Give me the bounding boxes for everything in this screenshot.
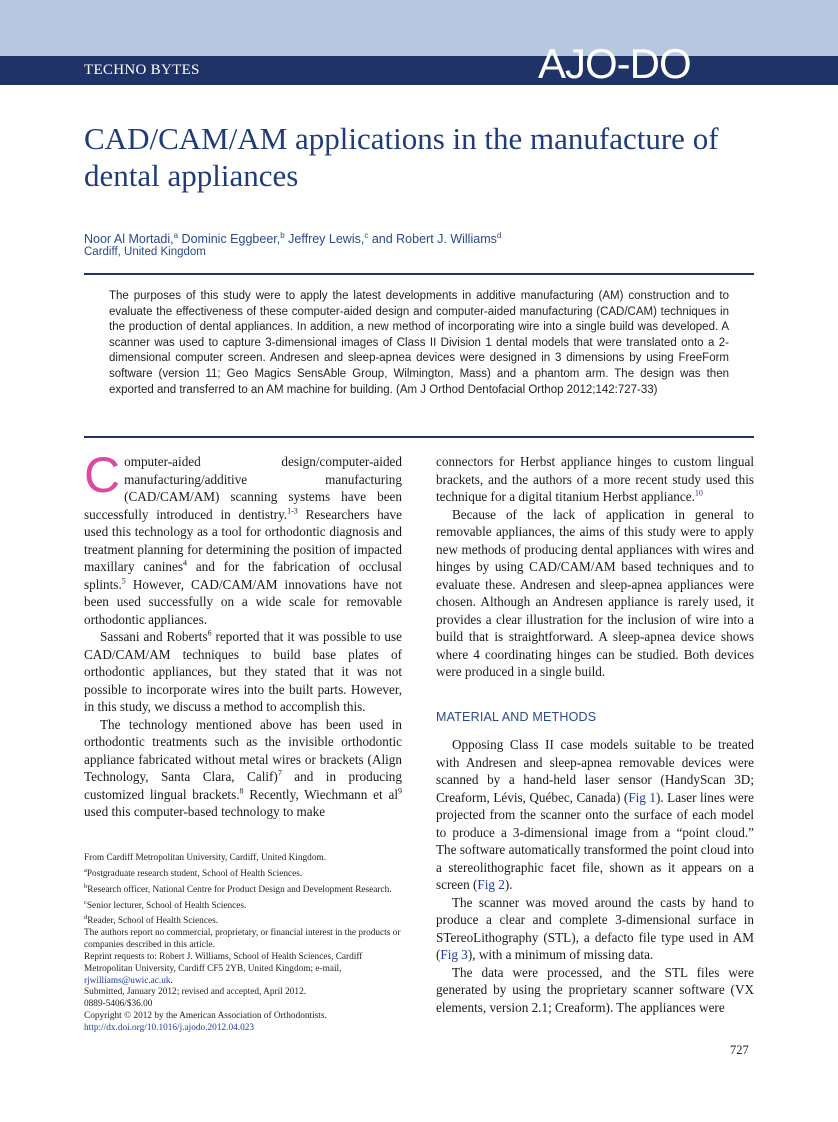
page-number: 727	[730, 1043, 749, 1057]
citation[interactable]: 10	[694, 488, 703, 498]
citation: 1-3	[287, 506, 298, 516]
author-affil-mark: d	[496, 231, 502, 240]
body-paragraph: The technology mentioned above has been used in orthodontic treatments such as the invisible orthodontic appliance fabricated without metal wires or brackets (Align Technology, Santa Clara, Calif)$^7$ and in producing customized lingual brackets.$^8$ Recently, Wiechmann et $al^9$ used this computer-based technology to make	[84, 716, 402, 819]
email-link[interactable]: rjwilliams@uwic.ac.uk	[84, 975, 171, 986]
footnote: $^d$Reader, School of Health Sciences.	[84, 914, 219, 927]
citation: 7	[277, 768, 282, 778]
section-heading: MATERIAL AND METHODS	[436, 709, 597, 724]
citation: 5	[121, 576, 126, 586]
body-paragraph: The scanner was moved around the casts by hand to produce a clear and complete 3-dimensional surface in STereoLithography (STL), a defacto file type used in AM (Fig 3), with a minimum of missing data.	[436, 894, 754, 962]
footnote: Submitted, January 2012; revised and accepted, April 2012.	[84, 987, 307, 998]
body-paragraph: Opposing Class II case models suitable to be treated with Andresen and sleep-apnea removable devices were scanned by a hand-held laser sensor (HandyScan 3D; Creaform, Lévis, Québec, Canada) (Fig 1). Laser lines were projected from the scanner onto the surface of each model to produce a 3-dimensional image from a “point cloud.” The software automatically transformed the point cloud into a stereolithographic facet file, shown as it appears on a screen (Fig 2).	[436, 737, 754, 892]
body-paragraph: The data were processed, and the STL files were generated by using the proprietary scanner software (VX elements, version 2.1; Creaform). The appliances were	[436, 964, 754, 1015]
footnotes	[84, 853, 404, 1035]
drop-cap: C	[84, 447, 121, 503]
section-label: TECHNO BYTES	[84, 62, 200, 78]
figure-link[interactable]: Fig 2	[477, 877, 505, 892]
article-title: CAD/CAM/AM applications in the manufacture of dental appliances	[84, 121, 719, 193]
author-name: Dominic Eggbeer,	[178, 232, 281, 247]
abstract-bottom-rule	[84, 436, 754, 438]
citation: 6	[207, 628, 212, 638]
abstract-top-rule	[84, 273, 754, 275]
right-column	[436, 453, 754, 1016]
author-name: and Robert J. Williams	[368, 232, 497, 247]
footnote: Reprint requests to: Robert J. Williams, School of Health Sciences, Cardiff Metropolitan University, Cardiff CF5 2YB, United Kingdom; e-mail, rjwilliams@uwic.ac.uk.	[84, 951, 363, 986]
author-affil-mark: a	[173, 231, 179, 240]
figure-link[interactable]: Fig 1	[628, 789, 656, 805]
footnote: The authors report no commercial, proprietary, or financial interest in the products or companies described in this article.	[84, 928, 401, 951]
body-paragraph: Because of the lack of application in general to removable appliances, the aims of this study were to apply new methods of producing dental appliances with wires and hinges by using CAD/CAM/AM based techniques and to evaluate these. Andresen and sleep-apnea appliances were chosen. Although an Andresen appliance is rarely used, it provides a clear illustration for the inclusion of wire into a build that is straightforward. A sleep-apnea device shows where 4 coordinating hinges can be studied. Both devices were produced in a single build.	[436, 506, 754, 679]
journal-logo: AJO-DO	[538, 40, 691, 87]
abstract: The purposes of this study were to apply the latest developments in additive manufacturing (AM) construction and to evaluate the effectiveness of these computer-aided design and computer-aided manufacturing (CAD/CAM) techniques in the production of dental appliances. In addition, a new method of incorporating wire into a single build was developed. A scanner was used to capture 3-dimensional images of Class II Division 1 dental models that were translated onto a 2-dimensional computer screen. Andresen and sleep-apnea devices were designed in 3 dimensions by using FreeForm software (version 11; Geo Magics SensAble Group, Wilmington, Mass) and a phantom arm. The design was then exported and transferred to an AM machine for building. (Am J Orthod Dentofacial Orthop 2012;142:727-33)	[109, 290, 729, 396]
citation: 9	[398, 786, 402, 796]
citation: 8	[239, 786, 244, 796]
citation: 4	[182, 558, 187, 568]
author-affil-mark: c	[364, 231, 369, 240]
body-paragraph: Sassani and Roberts$^6$ reported that it was possible to use CAD/CAM/AM techniques to build base plates of orthodontic appliances, but they stated that it was not possible to incorporate wires into the built parts. However, in this study, we discuss a method to accomplish this.	[84, 628, 402, 714]
doi-link[interactable]: http://dx.doi.org/10.1016/j.ajodo.2012.04.023	[84, 1022, 255, 1033]
left-column	[84, 447, 402, 821]
footnote: 0889-5406/$36.00	[84, 999, 153, 1010]
author-affiliation: Cardiff, United Kingdom	[84, 246, 206, 258]
figure-link[interactable]: Fig 3	[440, 947, 468, 962]
footnote: $^a$Postgraduate research student, School of Health Sciences.	[84, 866, 303, 879]
body-paragraph: connectors for Herbst appliance hinges to custom lingual brackets, and the authors of a more recent study used this technique for a digital titanium Herbst appliance.$^{10}$	[436, 454, 754, 504]
author-name: Jeffrey Lewis,	[284, 232, 365, 247]
footnote: From Cardiff Metropolitan University, Cardiff, United Kingdom.	[84, 853, 327, 863]
author-name: Noor Al Mortadi,	[84, 232, 174, 247]
header-band	[0, 0, 838, 56]
footnote: Copyright © 2012 by the American Association of Orthodontists.	[84, 1010, 327, 1021]
body-paragraph: Computer-aided design/computer-aided manufacturing/additive manufacturing (CAD/CAM/AM) scanning systems have been successfully introduced in dentistry.$^{1-3}$ Researchers have used this technology as a tool for orthodontic diagnosis and treatment planning for determining the position of impacted maxillary canines$^4$ and for the fabrication of occlusal splints.$^5$ However, CAD/CAM/AM innovations have not been used successfully on a wide scale for removable orthodontic appliances.	[84, 447, 402, 627]
footnote: $^b$Research officer, National Centre for Product Design and Development Research.	[84, 882, 392, 895]
author-affil-mark: b	[280, 231, 285, 240]
footnote: $^c$Senior lecturer, School of Health Sciences.	[84, 898, 247, 911]
